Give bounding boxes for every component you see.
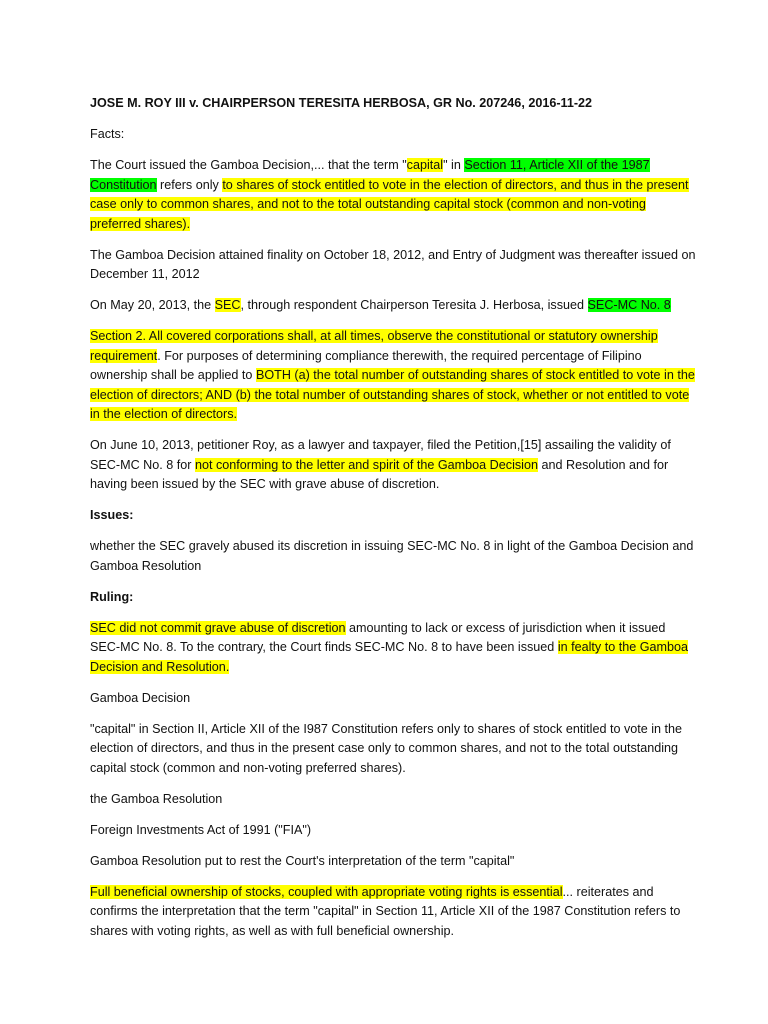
text-span: On June 10, 2013, petitioner Roy, as a lawyer and taxpayer, filed the Petition,[15] assailing the validity of SEC-MC No. 8 for [90,438,671,472]
highlight-sec: SEC [214,298,241,312]
issues-heading: Issues: [90,508,134,522]
highlight-not-conforming: not conforming to the letter and spirit of the Gamboa Decision [194,457,538,472]
highlight-voting-shares: to shares of stock entitled to vote in the election of directors, and thus in the present case only to common shares, and not to the total outstanding capital stock (common and non-voting preferred shares). [90,177,689,231]
paragraph-sec-issuance [90,296,698,316]
text-span: amounting to lack or excess of jurisdiction when it issued SEC-MC No. 8. To the contrary, the Court finds SEC-MC No. 8 to have been issued [90,620,666,654]
paragraph-finality: The Gamboa Decision attained finality on October 18, 2012, and Entry of Judgment was thereafter issued on December 11, 2012 [90,247,696,281]
highlight-in-fealty: in fealty to the Gamboa Decision and Resolution. [90,640,689,674]
ruling-heading: Ruling: [90,589,134,604]
paragraph-ruling [90,619,698,678]
text-span: On May 20, 2013, the [90,298,215,312]
paragraph-fia: Foreign Investments Act of 1991 ("FIA") [90,822,312,837]
highlight-capital: capital [406,158,444,172]
text-span: The Court issued the Gamboa Decision,... that the term " [90,158,407,172]
highlight-section-reference: Section 11, Article XII of the 1987 Constitution [90,158,650,192]
paragraph-gamboa-decision-label: Gamboa Decision [90,690,191,705]
highlight-sec-mc-no-8: SEC-MC No. 8 [587,298,671,312]
case-title: JOSE M. ROY III v. CHAIRPERSON TERESITA HERBOSA, GR No. 207246, 2016-11-22 [90,96,593,110]
paragraph-issue: whether the SEC gravely abused its discretion in issuing SEC-MC No. 8 in light of the Gamboa Decision and Gamboa Resolution [90,539,694,573]
highlight-both-clause: BOTH (a) the total number of outstanding shares of stock entitled to vote in the election of directors; AND (b) the total number of outstanding shares of stock, whether or not entitled to vote in the election of directors. [90,368,695,421]
paragraph-gamboa-resolution-label: the Gamboa Resolution [90,791,223,806]
text-span: refers only [156,177,223,192]
paragraph-gamboa-resolution-interpretation: Gamboa Resolution put to rest the Court's interpretation of the term "capital" [90,853,515,868]
paragraph-gamboa-decision-summary [90,156,698,234]
paragraph-beneficial-ownership [90,883,698,942]
paragraph-capital-definition: "capital" in Section II, Article XII of the I987 Constitution refers only to shares of stock entitled to vote in the election of directors, and thus in the present case only to common shares, and not to the total outstanding capital stock (common and non-voting preferred shares). [90,721,683,775]
paragraph-petition [90,436,698,495]
text-span: and Resolution and for having been issued by the SEC with grave abuse of discretion. [90,457,669,491]
text-span: ... reiterates and confirms the interpretation that the term "capital" in Section 11, Article XII of the 1987 Constitution refers to shares with voting rights, as well as with full beneficial ownership. [90,884,681,938]
text-span: " in [443,158,465,172]
text-span: , through respondent Chairperson Teresita J. Herbosa, issued [240,298,588,312]
text-span: . For purposes of determining compliance therewith, the required percentage of Filipino ownership shall be applied to [90,348,642,382]
highlight-section-2: Section 2. All covered corporations shall, at all times, observe the constitutional or statutory ownership requirement [90,329,658,363]
facts-heading: Facts: [90,127,125,141]
highlight-full-beneficial-ownership: Full beneficial ownership of stocks, coupled with appropriate voting rights is essential [90,884,563,899]
highlight-no-grave-abuse: SEC did not commit grave abuse of discretion [90,620,346,635]
paragraph-section-2 [90,327,698,425]
